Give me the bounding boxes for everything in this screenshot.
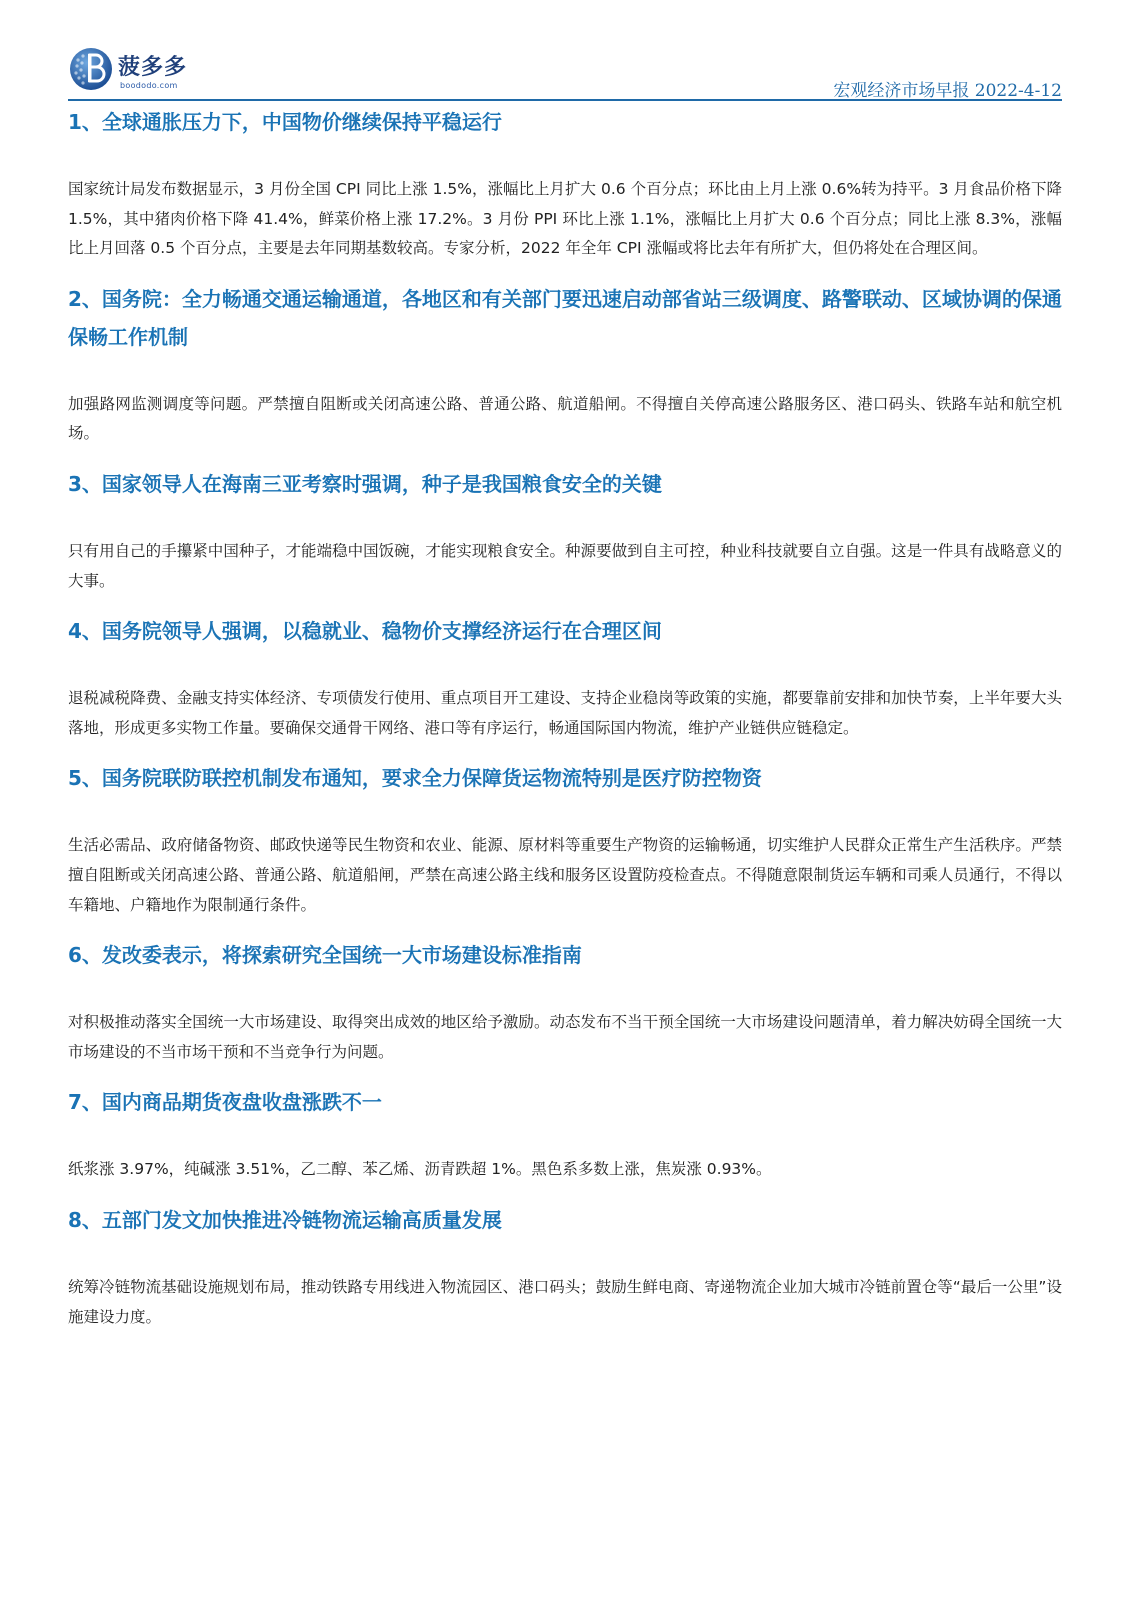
- company-logo: [68, 42, 268, 96]
- news-heading: 8、五部门发文加快推进冷链物流运输高质量发展: [68, 1207, 502, 1232]
- news-body: 只有用自己的手攥紧中国种子，才能端稳中国饭碗，才能实现粮食安全。种源要做到自主可控，种业科技就要自立自强。这是一件具有战略意义的大事。: [68, 541, 1062, 590]
- header-divider: [68, 99, 1062, 101]
- news-item-3: [68, 465, 1062, 596]
- news-item-2: [68, 280, 1062, 449]
- logo-url: boododo.com: [120, 81, 178, 90]
- logo-globe-icon: [68, 46, 114, 92]
- news-body: 退税减税降费、金融支持实体经济、专项债发行使用、重点项目开工建设、支持企业稳岗等政策的实施，都要靠前安排和加快节奏，上半年要大头落地，形成更多实物工作量。要确保交通骨干网络、港口等有序运行，畅通国际国内物流，维护产业链供应链稳定。: [68, 689, 1062, 737]
- news-heading: 4、国务院领导人强调，以稳就业、稳物价支撑经济运行在合理区间: [68, 619, 662, 644]
- news-body: 对积极推动落实全国统一大市场建设、取得突出成效的地区给予激励。动态发布不当干预全国统一大市场建设问题清单，着力解决妨碍全国统一大市场建设的不当市场干预和不当竞争行为问题。: [68, 1013, 1062, 1061]
- report-title: 宏观经济市场早报 2022-4-12: [833, 81, 1062, 101]
- logo-text: 菠多多: [118, 54, 188, 80]
- news-heading: 7、国内商品期货夜盘收盘涨跌不一: [68, 1090, 382, 1115]
- news-heading: 6、发改委表示，将探索研究全国统一大市场建设标准指南: [68, 943, 582, 968]
- news-heading: 1、全球通胀压力下，中国物价继续保持平稳运行: [68, 110, 502, 134]
- news-item-4: [68, 612, 1062, 743]
- news-heading: 5、国务院联防联控机制发布通知，要求全力保障货运物流特别是医疗防控物资: [68, 766, 762, 791]
- news-body: 国家统计局发布数据显示，3 月份全国 CPI 同比上涨 1.5%，涨幅比上月扩大 0.6 个百分点；环比由上月上涨 0.6%转为持平。3 月食品价格下降 1.5%，其中猪肉价格下降 41.4%，鲜菜价格上涨 17.2%。3 月份 PPI 环比上涨 1.1%，涨幅比上月扩大 0.6 个百分点；同比上涨 8.3%，涨幅比上月回落 0.5 个百分点，主要是去年同期基数较高。专家分析，2022 年全年 CPI 涨幅或将比去年有所扩大，但仍将处在合理区间。: [68, 180, 1062, 258]
- news-item-1: [68, 103, 1062, 264]
- page-header: [68, 36, 1062, 101]
- news-body: 纸浆涨 3.97%，纯碱涨 3.51%，乙二醇、苯乙烯、沥青跌超 1%。黑色系多数上涨，焦炭涨 0.93%。: [68, 1160, 772, 1179]
- news-heading: 3、国家领导人在海南三亚考察时强调，种子是我国粮食安全的关键: [68, 471, 662, 496]
- news-body: 统筹冷链物流基础设施规划布局，推动铁路专用线进入物流园区、港口码头；鼓励生鲜电商、寄递物流企业加大城市冷链前置仓等“最后一公里”设施建设力度。: [68, 1277, 1062, 1326]
- news-heading: 2、国务院：全力畅通交通运输通道，各地区和有关部门要迅速启动部省站三级调度、路警联动、区域协调的保通保畅工作机制: [68, 286, 1062, 349]
- news-body: 生活必需品、政府储备物资、邮政快递等民生物资和农业、能源、原材料等重要生产物资的运输畅通，切实维护人民群众正常生产生活秩序。严禁擅自阻断或关闭高速公路、普通公路、航道船闸，严禁在高速公路主线和服务区设置防疫检查点。不得随意限制货运车辆和司乘人员通行，不得以车籍地、户籍地作为限制通行条件。: [68, 836, 1062, 914]
- news-item-7: [68, 1083, 1062, 1185]
- news-item-6: [68, 936, 1062, 1067]
- report-content: [68, 103, 1062, 1332]
- news-item-8: [68, 1201, 1062, 1332]
- news-item-5: [68, 759, 1062, 920]
- news-body: 加强路网监测调度等问题。严禁擅自阻断或关闭高速公路、普通公路、航道船闸。不得擅自关停高速公路服务区、港口码头、铁路车站和航空机场。: [68, 394, 1062, 443]
